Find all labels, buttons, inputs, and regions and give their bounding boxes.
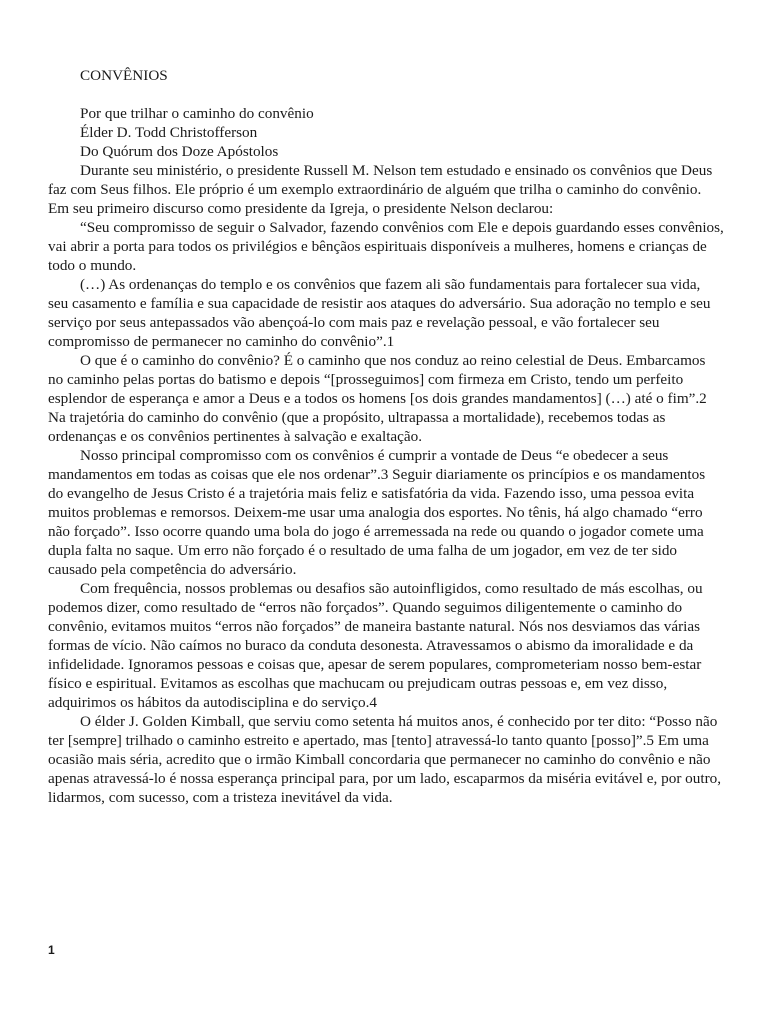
document-heading: CONVÊNIOS: [80, 67, 168, 84]
paragraph-2: “Seu compromisso de seguir o Salvador, fazendo convênios com Ele e depois guardando esses convênios, vai abrir a porta para todos os privilégios e bênçãos espirituais disponíveis a mulheres, homens e crianças de todo o mundo.: [48, 219, 724, 274]
paragraph-4: O que é o caminho do convênio? É o caminho que nos conduz ao reino celestial de Deus. Embarcamos no caminho pelas portas do batismo e depois “[prosseguimos] com firmeza em Cristo, tendo um perfeito esplendor de esperança e amor a Deus e a todos os homens [os dois grandes mandamentos] (…) até o fim”.2 Na trajetória do caminho do convênio (que a propósito, ultrapassa a mortalidade), recebemos todas as ordenanças e os convênios pertinentes à salvação e exaltação.: [48, 352, 707, 445]
author-name: Élder D. Todd Christofferson: [80, 124, 258, 141]
document-body: [48, 66, 724, 807]
paragraph-1: Durante seu ministério, o presidente Russell M. Nelson tem estudado e ensinado os convênios que Deus faz com Seus filhos. Ele próprio é um exemplo extraordinário de alguém que trilha o caminho do convênio. Em seu primeiro discurso como presidente da Igreja, o presidente Nelson declarou:: [48, 162, 713, 217]
paragraph-5: Nosso principal compromisso com os convênios é cumprir a vontade de Deus “e obedecer a seus mandamentos em todas as coisas que ele nos ordenar”.3 Seguir diariamente os princípios e os mandamentos do evangelho de Jesus Cristo é a trajetória mais feliz e satisfatória da vida. Fazendo isso, uma pessoa evita muitos problemas e remorsos. Deixem-me usar uma analogia dos esportes. No tênis, há algo chamado “erro não forçado”. Isso ocorre quando uma bola do jogo é arremessada na rede ou quando o jogador comete uma dupla falta no saque. Um erro não forçado é o resultado de uma falha de um jogador, em vez de ter sido causado pela competência do adversário.: [48, 447, 706, 578]
paragraph-6: Com frequência, nossos problemas ou desafios são autoinfligidos, como resultado de más escolhas, ou podemos dizer, como resultado de “erros não forçados”. Quando seguimos diligentemente o caminho do convênio, evitamos muitos “erros não forçados” de maneira bastante natural. Nós nos desviamos das várias formas de vício. Não caímos no buraco da conduta desonesta. Atravessamos o abismo da imoralidade e da infidelidade. Ignoramos pessoas e coisas que, apesar de serem populares, comprometeriam nosso bem-estar físico e espiritual. Evitamos as escolhas que machucam ou prejudicam outras pessoas e, em vez disso, adquirimos os hábitos da autodisciplina e do serviço.4: [48, 580, 703, 711]
talk-title: Por que trilhar o caminho do convênio: [80, 105, 314, 122]
author-role: Do Quórum dos Doze Apóstolos: [80, 143, 279, 160]
paragraph-7: O élder J. Golden Kimball, que serviu como setenta há muitos anos, é conhecido por ter dito: “Posso não ter [sempre] trilhado o caminho estreito e apertado, mas [tento] atravessá-lo tanto quanto [posso]”.5 Em uma ocasião mais séria, acredito que o irmão Kimball concordaria que permanecer no caminho do convênio e não apenas atravessá-lo é nossa esperança principal para, por um lado, escaparmos da miséria evitável e, por outro, lidarmos, com sucesso, com a tristeza inevitável da vida.: [48, 713, 722, 806]
paragraph-3: (…) As ordenanças do templo e os convênios que fazem ali são fundamentais para fortalecer sua vida, seu casamento e família e sua capacidade de resistir aos ataques do adversário. Sua adoração no templo e seu serviço por seus antepassados vão abençoá-lo com mais paz e revelação pessoal, e vão fortalecer seu compromisso de permanecer no caminho do convênio”.1: [48, 276, 711, 350]
page-number: 1: [48, 943, 55, 957]
